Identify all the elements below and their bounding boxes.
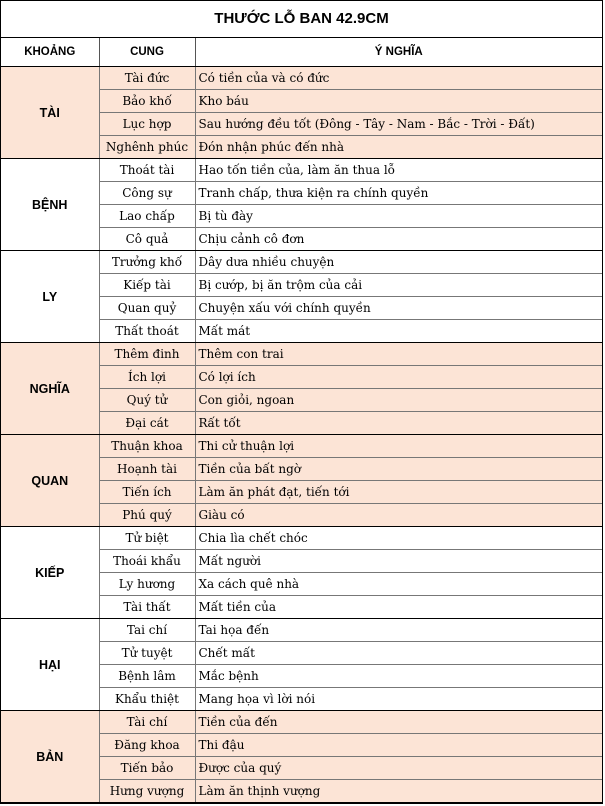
y-nghia-cell: Có lợi ích — [195, 366, 602, 389]
khoang-cell: HẠI — [1, 619, 99, 711]
cung-cell: Tài thất — [99, 596, 195, 619]
khoang-cell: KIẾP — [1, 527, 99, 619]
cung-cell: Cô quả — [99, 228, 195, 251]
y-nghia-cell: Xa cách quê nhà — [195, 573, 602, 596]
cung-cell: Tài đức — [99, 67, 195, 90]
table-body — [1, 67, 602, 803]
y-nghia-cell: Đón nhận phúc đến nhà — [195, 136, 602, 159]
cung-cell: Thuận khoa — [99, 435, 195, 458]
cung-cell: Thất thoát — [99, 320, 195, 343]
cung-cell: Thoát tài — [99, 159, 195, 182]
y-nghia-cell: Mang họa vì lời nói — [195, 688, 602, 711]
cung-cell: Công sự — [99, 182, 195, 205]
table-row — [1, 711, 602, 734]
y-nghia-cell: Rất tốt — [195, 412, 602, 435]
cung-cell: Khẩu thiệt — [99, 688, 195, 711]
y-nghia-cell: Thêm con trai — [195, 343, 602, 366]
y-nghia-cell: Có tiền của và có đức — [195, 67, 602, 90]
cung-cell: Bệnh lâm — [99, 665, 195, 688]
header-y-nghia: Ý NGHĨA — [195, 38, 602, 67]
table-row — [1, 67, 602, 90]
khoang-cell: BẢN — [1, 711, 99, 803]
cung-cell: Đăng khoa — [99, 734, 195, 757]
cung-cell: Ly hương — [99, 573, 195, 596]
y-nghia-cell: Chịu cảnh cô đơn — [195, 228, 602, 251]
y-nghia-cell: Tranh chấp, thưa kiện ra chính quyền — [195, 182, 602, 205]
y-nghia-cell: Làm ăn phát đạt, tiến tới — [195, 481, 602, 504]
header-khoang: KHOẢNG — [1, 38, 99, 67]
cung-cell: Hoạnh tài — [99, 458, 195, 481]
y-nghia-cell: Làm ăn thịnh vượng — [195, 780, 602, 803]
khoang-cell: LY — [1, 251, 99, 343]
cung-cell: Quý tử — [99, 389, 195, 412]
y-nghia-cell: Mất mát — [195, 320, 602, 343]
table-row — [1, 159, 602, 182]
y-nghia-cell: Dây dưa nhiều chuyện — [195, 251, 602, 274]
cung-cell: Phú quý — [99, 504, 195, 527]
cung-cell: Tiến bảo — [99, 757, 195, 780]
page-title: THƯỚC LỖ BAN 42.9CM — [1, 1, 602, 38]
y-nghia-cell: Tiền của bất ngờ — [195, 458, 602, 481]
cung-cell: Đại cát — [99, 412, 195, 435]
y-nghia-cell: Được của quý — [195, 757, 602, 780]
table-row — [1, 251, 602, 274]
y-nghia-cell: Kho báu — [195, 90, 602, 113]
y-nghia-cell: Chết mất — [195, 642, 602, 665]
cung-cell: Lục hợp — [99, 113, 195, 136]
cung-cell: Trưởng khố — [99, 251, 195, 274]
cung-cell: Tai chí — [99, 619, 195, 642]
cung-cell: Bảo khố — [99, 90, 195, 113]
y-nghia-cell: Tai họa đến — [195, 619, 602, 642]
khoang-cell: QUAN — [1, 435, 99, 527]
y-nghia-cell: Hao tốn tiền của, làm ăn thua lỗ — [195, 159, 602, 182]
cung-cell: Kiếp tài — [99, 274, 195, 297]
cung-cell: Nghênh phúc — [99, 136, 195, 159]
cung-cell: Tài chí — [99, 711, 195, 734]
cung-cell: Tử tuyệt — [99, 642, 195, 665]
y-nghia-cell: Mất tiền của — [195, 596, 602, 619]
table-row — [1, 343, 602, 366]
cung-cell: Thêm đinh — [99, 343, 195, 366]
luban-table — [1, 38, 602, 803]
y-nghia-cell: Mắc bệnh — [195, 665, 602, 688]
cung-cell: Ích lợi — [99, 366, 195, 389]
cung-cell: Quan quỷ — [99, 297, 195, 320]
table-row — [1, 435, 602, 458]
table-row — [1, 619, 602, 642]
khoang-cell: BỆNH — [1, 159, 99, 251]
y-nghia-cell: Giàu có — [195, 504, 602, 527]
y-nghia-cell: Chia lìa chết chóc — [195, 527, 602, 550]
y-nghia-cell: Bị tù đày — [195, 205, 602, 228]
y-nghia-cell: Thi đậu — [195, 734, 602, 757]
y-nghia-cell: Mất người — [195, 550, 602, 573]
y-nghia-cell: Bị cướp, bị ăn trộm của cải — [195, 274, 602, 297]
y-nghia-cell: Sau hướng đều tốt (Đông - Tây - Nam - Bắc - Trời - Đất) — [195, 113, 602, 136]
y-nghia-cell: Tiền của đến — [195, 711, 602, 734]
cung-cell: Thoái khẩu — [99, 550, 195, 573]
cung-cell: Hưng vượng — [99, 780, 195, 803]
cung-cell: Tử biệt — [99, 527, 195, 550]
y-nghia-cell: Thi cử thuận lợi — [195, 435, 602, 458]
header-row — [1, 38, 602, 67]
khoang-cell: NGHĨA — [1, 343, 99, 435]
header-cung: CUNG — [99, 38, 195, 67]
cung-cell: Lao chấp — [99, 205, 195, 228]
y-nghia-cell: Con giỏi, ngoan — [195, 389, 602, 412]
khoang-cell: TÀI — [1, 67, 99, 159]
table-row — [1, 527, 602, 550]
y-nghia-cell: Chuyện xấu với chính quyền — [195, 297, 602, 320]
cung-cell: Tiến ích — [99, 481, 195, 504]
